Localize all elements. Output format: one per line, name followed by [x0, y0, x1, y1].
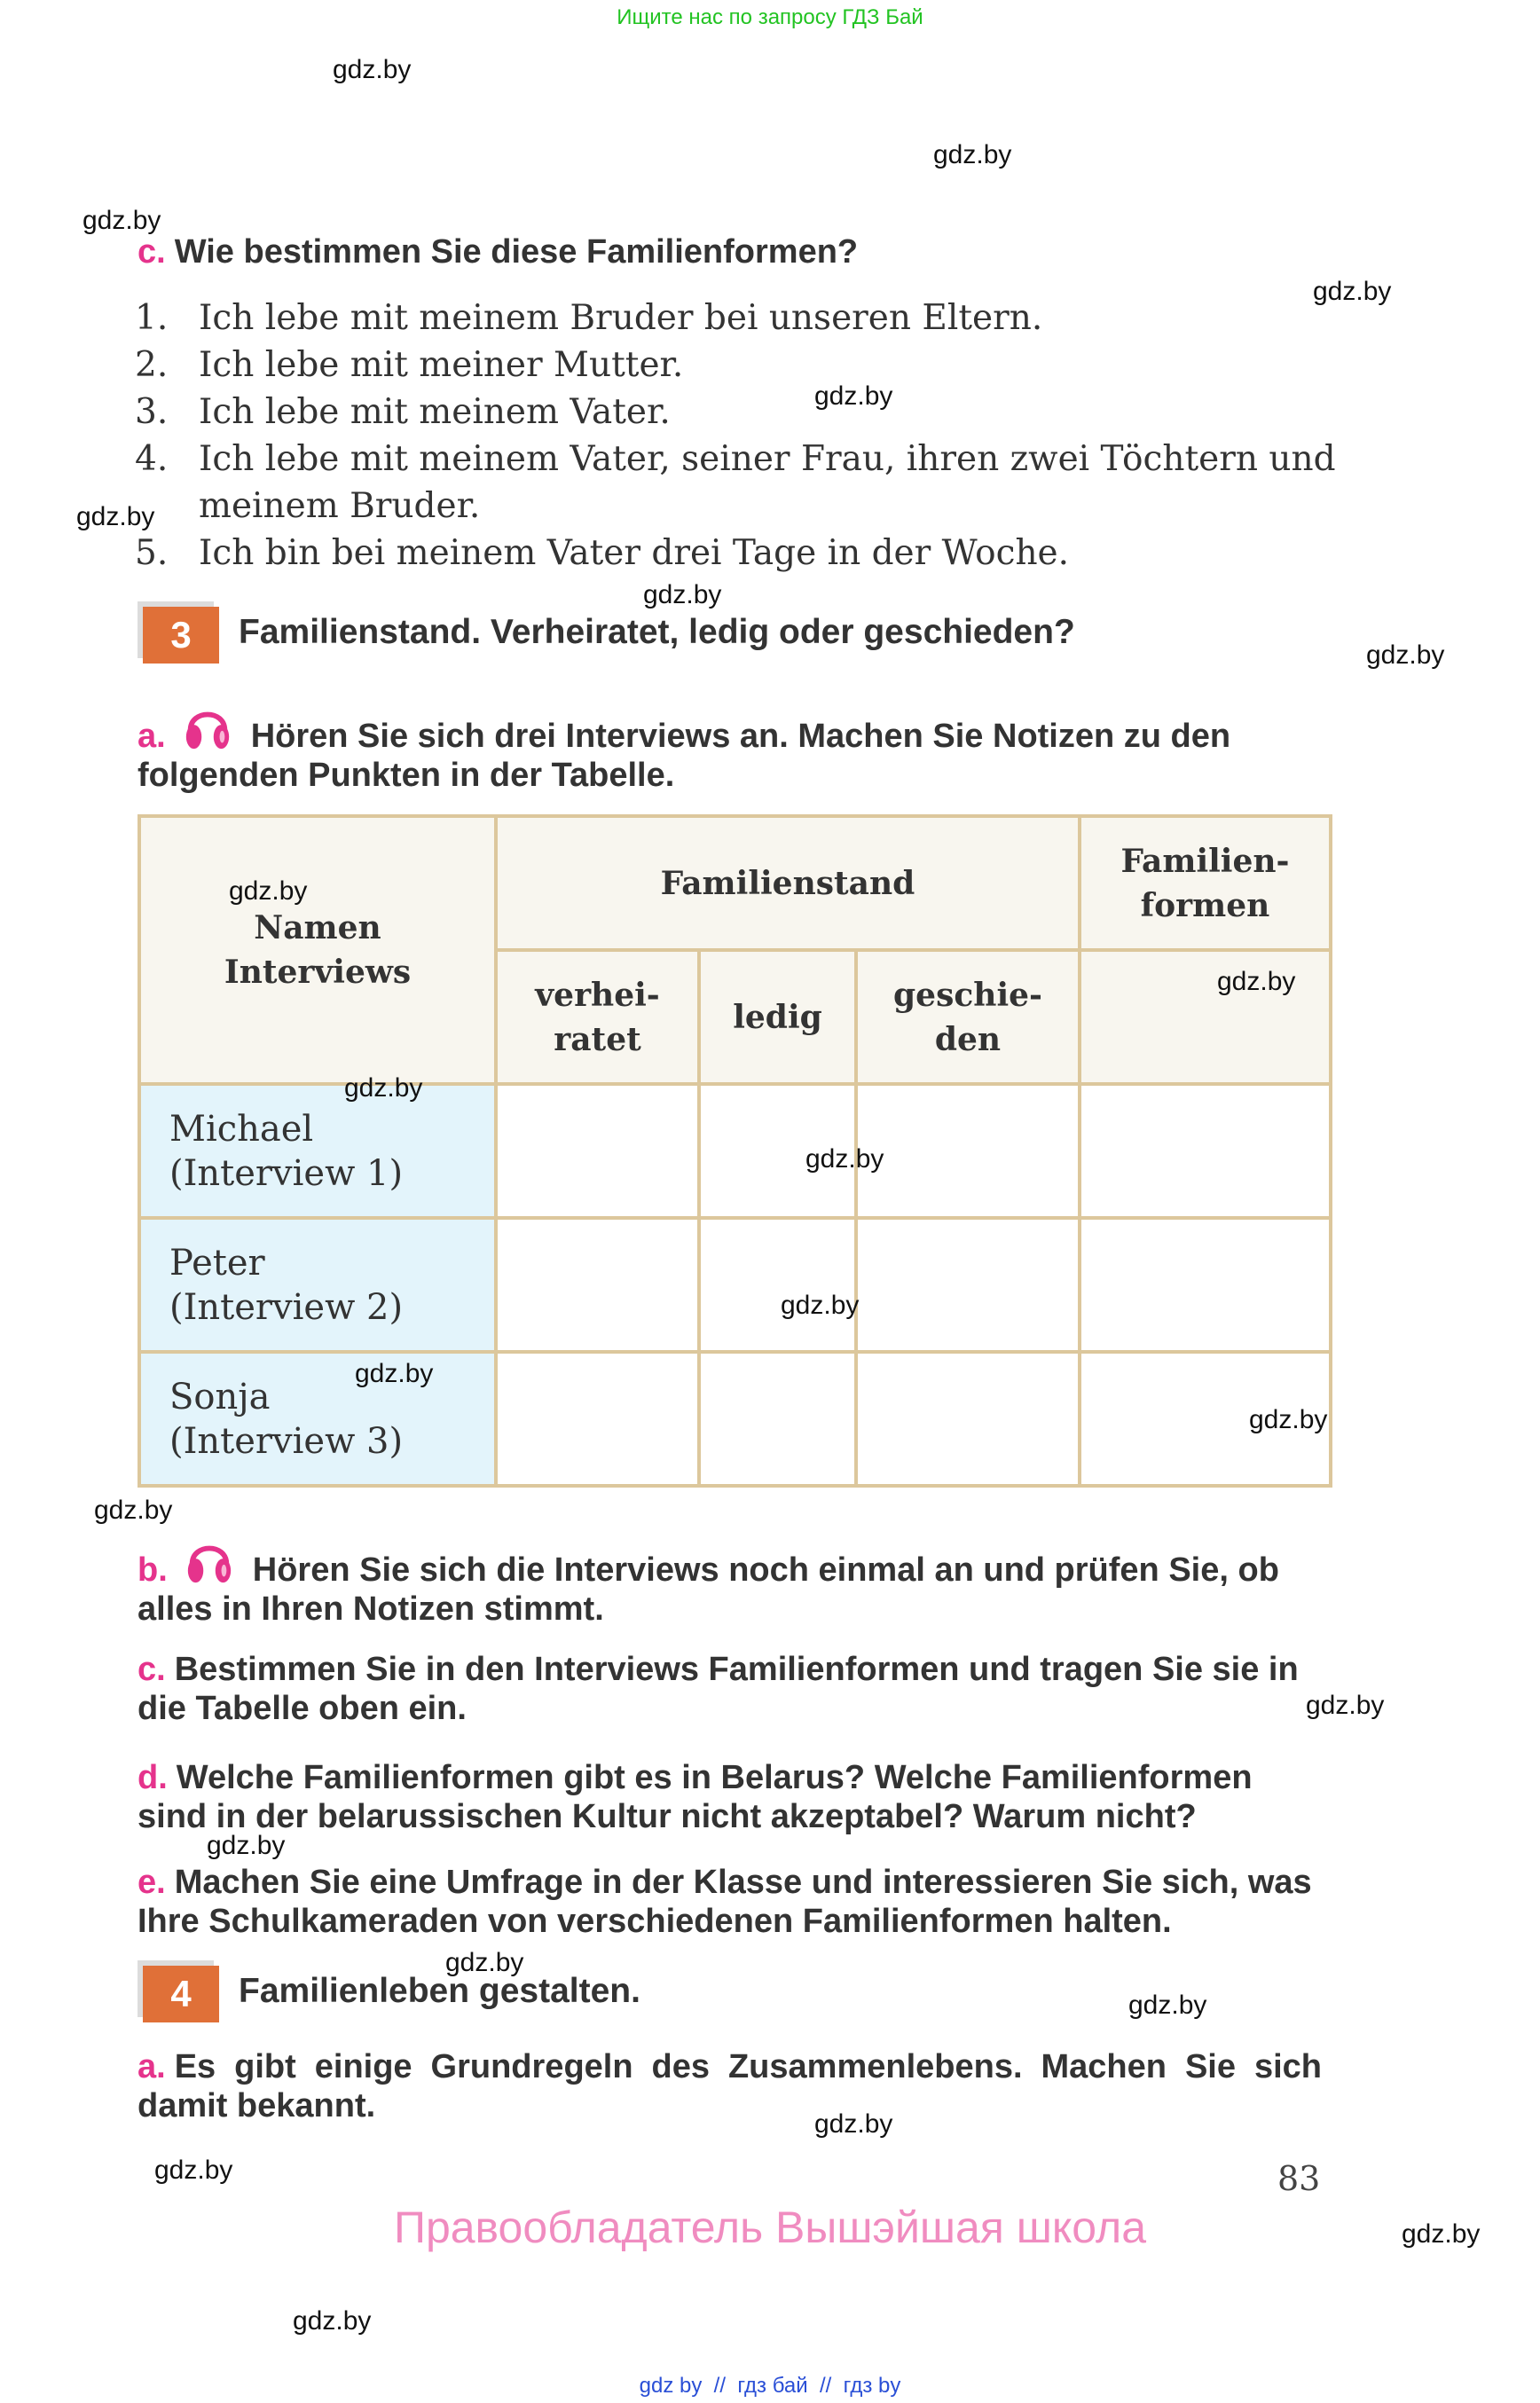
cell-ledig[interactable]: [699, 1218, 856, 1352]
watermark: gdz.by: [82, 206, 161, 235]
watermark: gdz.by: [781, 1291, 860, 1320]
task-3a: a. Hören Sie sich drei Interviews an. Machen Sie Notizen zu den folgenden Punkten in der Tabelle.: [138, 701, 1331, 795]
header-familienformen: Familien-formen: [1080, 816, 1331, 950]
name-cell: Peter (Interview 2): [139, 1218, 496, 1352]
table-row: [139, 1084, 1331, 1218]
table-row: [139, 1218, 1331, 1352]
cell-geschieden[interactable]: [856, 1084, 1080, 1218]
top-banner: Ищите нас по запросу ГДЗ Бай: [617, 5, 923, 29]
cell-verheiratet[interactable]: [496, 1084, 699, 1218]
header-geschieden: geschie-den: [856, 950, 1080, 1084]
table-row: [139, 1352, 1331, 1486]
list-item: 1. Ich lebe mit meinem Bruder bei unseren Eltern.: [135, 298, 1043, 338]
watermark: gdz.by: [293, 2306, 372, 2336]
watermark: gdz.by: [1306, 1691, 1385, 1720]
cell-ledig[interactable]: [699, 1352, 856, 1486]
header-verheiratet: verhei-ratet: [496, 950, 699, 1084]
task-c-prev: [138, 232, 1326, 271]
watermark: gdz.by: [344, 1073, 423, 1103]
watermark: gdz.by: [355, 1359, 434, 1388]
watermark: gdz.by: [814, 381, 893, 411]
watermark: gdz.by: [1313, 277, 1392, 306]
watermark: gdz.by: [1366, 640, 1445, 670]
headphones-icon[interactable]: [184, 1535, 235, 1586]
cell-verheiratet[interactable]: [496, 1218, 699, 1352]
cell-verheiratet[interactable]: [496, 1352, 699, 1486]
cell-geschieden[interactable]: [856, 1352, 1080, 1486]
section-title: Familienleben gestalten.: [239, 1972, 640, 2010]
name-cell: Michael (Interview 1): [139, 1084, 496, 1218]
watermark: gdz.by: [207, 1831, 286, 1860]
watermark: gdz.by: [445, 1948, 524, 1977]
cell-familienformen[interactable]: [1080, 1218, 1331, 1352]
page-number: 83: [1277, 2159, 1321, 2198]
watermark: gdz.by: [805, 1144, 884, 1174]
watermark: gdz.by: [1128, 1991, 1207, 2020]
watermark: gdz.by: [94, 1496, 173, 1525]
cell-geschieden[interactable]: [856, 1218, 1080, 1352]
section-number-badge: 3: [138, 601, 219, 664]
cell-familienformen[interactable]: [1080, 1084, 1331, 1218]
task-3e: e. Machen Sie eine Umfrage in der Klasse und interessieren Sie sich, was Ihre Schulkameraden von verschiedenen Familienformen halten.: [138, 1864, 1312, 1940]
section-title: Familienstand. Verheiratet, ledig oder geschieden?: [239, 613, 1075, 651]
section-3-header: [138, 601, 1075, 664]
list-item: 3. Ich lebe mit meinem Vater.: [135, 392, 671, 432]
task-3b: b. Hören Sie sich die Interviews noch einmal an und prüfen Sie, ob alles in Ihren Notizen stimmt.: [138, 1535, 1331, 1629]
list-item: 5. Ich bin bei meinem Vater drei Tage in der Woche.: [135, 533, 1070, 573]
sentence-list: [135, 294, 1377, 577]
header-namen-interviews: Namen Interviews: [139, 816, 496, 1084]
list-item: 2. Ich lebe mit meiner Mutter.: [135, 345, 684, 385]
watermark: gdz.by: [1217, 967, 1296, 996]
footer-links[interactable]: gdz by // гдз бай // гдз by: [639, 2374, 901, 2398]
watermark: gdz.by: [229, 876, 308, 906]
watermark: gdz.by: [933, 140, 1012, 169]
watermark: gdz.by: [154, 2156, 233, 2185]
task-4a: a. Es gibt einige Grundregeln des Zusammenlebens. Machen Sie sich damit bekannt.: [138, 2048, 1322, 2124]
section-4-header: [138, 1960, 640, 2022]
watermark: gdz.by: [333, 55, 412, 84]
watermark: gdz.by: [1249, 1405, 1328, 1434]
watermark: gdz.by: [1402, 2219, 1481, 2249]
watermark: gdz.by: [643, 580, 722, 609]
notes-table: [138, 814, 1332, 1488]
task-letter: c.: [138, 233, 166, 271]
headphones-icon[interactable]: [182, 701, 233, 752]
task-3c: c. Bestimmen Sie in den Interviews Familienformen und tragen Sie sie in die Tabelle oben ein.: [138, 1651, 1299, 1727]
header-familienstand: Familienstand: [496, 816, 1080, 950]
task-text: Wie bestimmen Sie diese Familienformen?: [174, 233, 859, 271]
name-cell: Sonja (Interview 3): [139, 1352, 496, 1486]
section-number-badge: 4: [138, 1960, 219, 2022]
watermark: gdz.by: [76, 502, 155, 531]
header-ledig: ledig: [699, 950, 856, 1084]
watermark: gdz.by: [814, 2109, 893, 2139]
copyright-notice: Правообладатель Вышэйшая школа: [394, 2203, 1146, 2252]
list-item: 4. Ich lebe mit meinem Vater, seiner Frau, ihren zwei Töchtern und meinem Bruder.: [135, 439, 1336, 526]
task-3d: d. Welche Familienformen gibt es in Belarus? Welche Familienformen sind in der belarussischen Kultur nicht akzeptabel? Warum nicht?: [138, 1759, 1253, 1835]
